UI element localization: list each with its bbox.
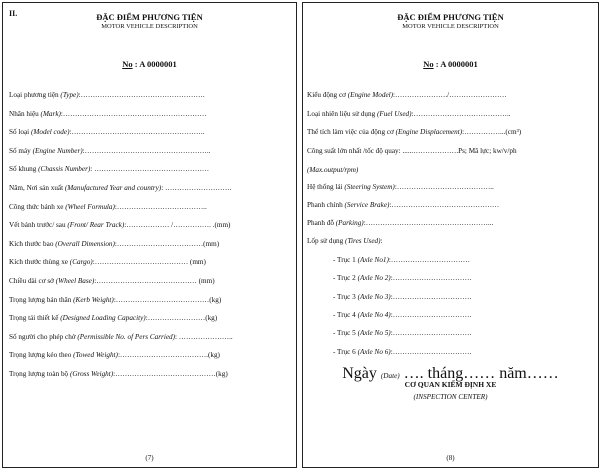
field-row: [9, 240, 219, 248]
field-label-en: (Wheel Formula): [65, 202, 115, 211]
date-label-en: (Date): [380, 372, 400, 380]
field-label-en: (Gross Weight): [69, 370, 114, 378]
field-blank: :…………………………………..: [411, 109, 511, 118]
field-row: [9, 147, 210, 155]
field-label: Phanh chính: [307, 201, 345, 209]
field-row: [9, 203, 207, 211]
field-label-en: (Parking): [335, 219, 364, 227]
field-label: Chiều dài cơ sở: [9, 277, 56, 285]
axle-row: [333, 329, 472, 337]
field-label-en: (Manufactured Year and country): [64, 184, 162, 192]
field-blank: :……………...(cm³): [462, 128, 522, 137]
field-label: - Trục 6: [333, 347, 358, 356]
field-blank: :……………………(kg): [145, 314, 218, 323]
field-row: [307, 166, 358, 174]
field-blank: :………………………………………: [389, 201, 500, 209]
inspection-agency: CƠ QUAN KIỂM ĐỊNH XE: [404, 380, 497, 389]
field-row: [9, 91, 205, 99]
field-row: [9, 110, 207, 118]
page-subtitle: MOTOR VEHICLE DESCRIPTION: [101, 23, 198, 30]
field-label: Số khung: [9, 165, 39, 174]
field-blank: :………………………………..: [114, 202, 207, 211]
field-row: [307, 219, 493, 227]
field-blank: :……………………………………………...: [363, 219, 494, 227]
axle-row: [333, 256, 470, 264]
page-title: ĐẶC ĐIỂM PHƯƠNG TIỆN: [96, 12, 203, 22]
number-label: No: [122, 59, 133, 69]
field-label-en: (Engine Number): [32, 146, 83, 155]
field-label: Trọng lượng kéo theo: [9, 351, 74, 360]
field-label: Loại phương tiện: [9, 91, 61, 99]
field-row: [9, 128, 204, 136]
field-label-en: (Wheel Base): [55, 277, 95, 285]
field-label-en: (Cargo): [69, 258, 93, 267]
axle-row: [333, 293, 472, 301]
field-row: [307, 201, 499, 209]
field-blank: :……………………………: [388, 256, 470, 264]
field-label: Thể tích làm việc của động cơ: [307, 128, 396, 137]
field-label-en: (Front/ Rear Track): [67, 221, 125, 230]
right-page: [302, 2, 599, 468]
field-label-en: (Type): [60, 91, 79, 99]
field-label-en: (Tires Used): [345, 237, 381, 245]
field-blank: :…………………./……………………: [393, 91, 507, 99]
field-row: [9, 184, 231, 192]
field-blank: :……………… /……………. .(mm): [124, 221, 231, 230]
field-label: Kiểu động cơ: [307, 91, 348, 99]
field-blank: :: [380, 237, 383, 245]
field-label: - Trục 4: [333, 310, 358, 319]
field-label-en: (Axle No1): [357, 256, 389, 264]
field-row: [9, 370, 228, 378]
field-label-en: (Mark): [40, 109, 61, 118]
field-blank: :…………………………………..: [394, 183, 494, 191]
field-row: [9, 258, 206, 266]
field-label-en: (Service Brake): [344, 201, 390, 209]
number-label: No: [423, 59, 434, 69]
axle-row: [333, 274, 472, 282]
field-row: [307, 147, 517, 155]
field-label-en: (Fuel Used): [376, 109, 412, 118]
field-row: [307, 237, 383, 245]
field-row: [307, 91, 507, 99]
axle-row: [333, 311, 472, 319]
field-label: Trọng tải thiết kế: [9, 314, 61, 323]
field-label-en: (Max.output/rpm): [307, 166, 359, 174]
field-label: Lốp sử dụng: [307, 237, 346, 245]
page-number: (8): [446, 454, 455, 462]
field-row: [9, 221, 230, 229]
field-blank: :……………………………: [390, 329, 472, 338]
page-title: ĐẶC ĐIỂM PHƯƠNG TIỆN: [397, 12, 504, 22]
field-label: Số loại: [9, 128, 31, 137]
field-label-en: (Axle No 4): [357, 310, 391, 319]
field-blank: :……………………………………………………: [60, 109, 207, 118]
field-blank: :……………………………………(kg): [113, 370, 228, 378]
field-label-en: (Axle No 5): [357, 329, 391, 338]
field-row: [307, 128, 521, 136]
inspection-agency-en: (INSPECTION CENTER): [413, 393, 488, 401]
field-label: - Trục 1: [333, 256, 358, 264]
section-number: II.: [9, 9, 18, 18]
date-blanks: …. tháng…… năm……: [399, 365, 559, 382]
field-label-en: (Axle No 6): [357, 347, 391, 356]
field-blank: :………………………………(mm): [114, 239, 220, 248]
field-label: Trọng lượng toàn bộ: [9, 370, 70, 378]
field-blank: : ……………………….: [161, 184, 232, 192]
field-blank: :……………………………………………..: [82, 146, 211, 155]
field-blank: :…………………………………(kg): [113, 295, 222, 304]
field-label: Số người cho phép chở: [9, 332, 78, 341]
left-page: [2, 2, 297, 468]
field-label-en: (Axle No 2): [357, 274, 391, 283]
page-subtitle: MOTOR VEHICLE DESCRIPTION: [402, 23, 499, 30]
field-blank: :……………………………: [390, 310, 472, 319]
field-label: Công suất lớn nhất /tốc độ quay:: [307, 146, 403, 155]
date-label: Ngày: [342, 365, 381, 382]
field-label-en: (Permissible No. of Pers Carried): [77, 332, 176, 341]
field-blank: : …………………..: [175, 332, 233, 341]
field-blank: :…………………………………… (mm): [94, 277, 215, 285]
field-label: - Trục 2: [333, 274, 358, 283]
field-row: [9, 351, 220, 359]
field-label-en: (Steering System): [344, 183, 395, 191]
field-row: [307, 183, 494, 191]
field-blank: :……………………………….(kg): [117, 351, 220, 360]
field-blank: :……………………………: [390, 274, 472, 283]
field-label-en: (Engine Displacement): [395, 128, 463, 137]
field-label: Loại nhiên liệu sử dụng: [307, 109, 377, 118]
field-label-en: (Model code): [30, 128, 70, 137]
field-blank: ......……………….Ps; Mã lực; kw/v/ph: [402, 146, 517, 155]
field-label: Nhãn hiệu: [9, 109, 41, 118]
field-label-en: (Overall Dimension): [55, 239, 115, 248]
field-label-en: (Designed Loading Capacity): [60, 314, 146, 323]
field-label: Hệ thống lái: [307, 183, 345, 191]
field-label: Năm, Nơi sản xuất: [9, 184, 65, 192]
field-label-en: (Axle No 3): [357, 292, 391, 301]
field-label: Kích thước thùng xe: [9, 258, 70, 267]
field-row: [9, 314, 217, 322]
number-value: : A 0000001: [132, 59, 177, 69]
number-value: : A 0000001: [433, 59, 478, 69]
field-label: Vết bánh trước/ sau: [9, 221, 68, 230]
field-row: [9, 165, 209, 173]
field-label-en: (Towed Weight): [73, 351, 118, 360]
page-number: (7): [145, 454, 154, 462]
field-blank: :……………………………: [390, 292, 472, 301]
field-label: Công thức bánh xe: [9, 202, 66, 211]
field-label: - Trục 5: [333, 329, 358, 338]
field-label: Số máy: [9, 146, 33, 155]
field-label-en: (Kerb Weight): [73, 295, 114, 304]
field-label: Phanh đỗ: [307, 219, 336, 227]
field-row: [9, 296, 221, 304]
field-label-en: (Engine Model): [347, 91, 394, 99]
field-blank: :……………………………: [390, 347, 472, 356]
field-row: [9, 277, 215, 285]
field-label-en: (Chassis Number): [38, 165, 91, 174]
field-blank: :…………………………………………….: [78, 91, 205, 99]
field-label: - Trục 3: [333, 292, 358, 301]
field-blank: : …………………………………………: [90, 165, 210, 174]
field-row: [307, 110, 511, 118]
document-number: [303, 59, 598, 69]
field-label: Trọng lượng bản thân: [9, 295, 74, 304]
document-number: [3, 59, 296, 69]
field-row: [9, 333, 233, 341]
axle-row: [333, 348, 472, 356]
field-blank: :………………………………………………..: [69, 128, 205, 137]
field-blank: :………………………………… (mm): [92, 258, 206, 267]
field-label: Kích thước bao: [9, 239, 56, 248]
